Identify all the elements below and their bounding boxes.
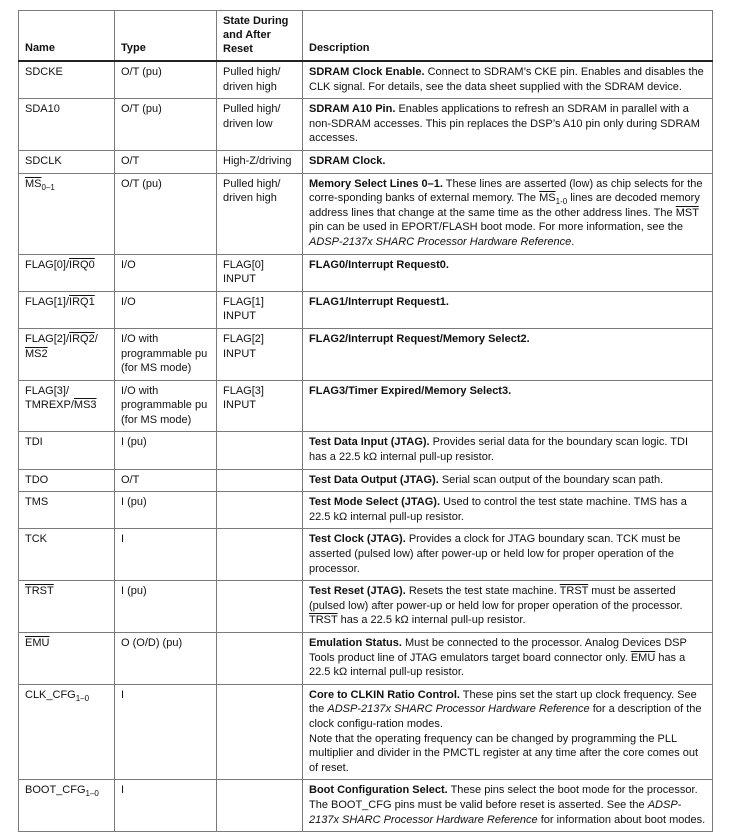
table-row: [19, 581, 713, 633]
pin-type: O (O/D) (pu): [115, 633, 217, 685]
pin-reset-state: [217, 492, 303, 529]
pin-type: I/O with programmable pu (for MS mode): [115, 328, 217, 380]
pin-description: SDRAM Clock.: [303, 150, 713, 173]
table-row: [19, 432, 713, 469]
pin-name: TDI: [19, 432, 115, 469]
pin-reset-state: Pulled high/ driven low: [217, 99, 303, 151]
header-name: Name: [19, 11, 115, 62]
pin-name: TRST: [19, 581, 115, 633]
pin-reset-state: Pulled high/ driven high: [217, 61, 303, 99]
pin-description: Test Clock (JTAG). Provides a clock for JTAG boundary scan. TCK must be asserted (pulsed low) after power-up or held low for proper operation of the processor.: [303, 529, 713, 581]
pin-reset-state: High-Z/driving: [217, 150, 303, 173]
header-description: Description: [303, 11, 713, 62]
pin-reset-state: [217, 469, 303, 492]
table-row: [19, 99, 713, 151]
pin-type: O/T (pu): [115, 173, 217, 254]
table-row: [19, 380, 713, 432]
table-row: [19, 469, 713, 492]
pin-name: $CLK\_CFG_{1-0}$: [19, 684, 115, 780]
pin-name: FLAG[0]/IRQ0: [19, 254, 115, 291]
pin-function-table: [18, 10, 713, 832]
pin-description: Test Mode Select (JTAG). Used to control the test state machine. TMS has a 22.5 kΩ internal pull-up resistor.: [303, 492, 713, 529]
pin-type: I: [115, 529, 217, 581]
pin-type: O/T (pu): [115, 99, 217, 151]
pin-reset-state: [217, 684, 303, 780]
pin-name: FLAG[2]/IRQ2/ MS2: [19, 328, 115, 380]
pin-name: SDCKE: [19, 61, 115, 99]
table-row: [19, 780, 713, 832]
table-row: [19, 150, 713, 173]
pin-reset-state: [217, 529, 303, 581]
table-row: [19, 529, 713, 581]
pin-type: I/O with programmable pu (for MS mode): [115, 380, 217, 432]
pin-type: I (pu): [115, 432, 217, 469]
pin-type: O/T: [115, 469, 217, 492]
pin-type: I (pu): [115, 492, 217, 529]
pin-name: $BOOT\_CFG_{1-0}$: [19, 780, 115, 832]
table-row: [19, 328, 713, 380]
pin-description: Core to CLKIN Ratio Control. These pins set the start up clock frequency. See the ADSP-2137x SHARC Processor Hardware Reference for a description of the clock configu-ration modes. Note that the operating frequency can be changed by programming the PLL multiplier and divider in the PMCTL register at any time after the core comes out of reset.: [303, 684, 713, 780]
table-row: [19, 173, 713, 254]
pin-reset-state: [217, 633, 303, 685]
pin-type: I: [115, 780, 217, 832]
pin-description: SDRAM A10 Pin. Enables applications to refresh an SDRAM in parallel with a non-SDRAM accesses. This pin replaces the DSP’s A10 pin only during SDRAM accesses.: [303, 99, 713, 151]
pin-reset-state: [217, 780, 303, 832]
pin-name: FLAG[3]/ TMREXP/MS3: [19, 380, 115, 432]
header-state: State During and After Reset: [217, 11, 303, 62]
pin-type: I (pu): [115, 581, 217, 633]
pin-reset-state: FLAG[2] INPUT: [217, 328, 303, 380]
pin-type: I: [115, 684, 217, 780]
pin-name: TCK: [19, 529, 115, 581]
pin-description: FLAG1/Interrupt Request1.: [303, 291, 713, 328]
pin-description: Test Data Output (JTAG). Serial scan output of the boundary scan path.: [303, 469, 713, 492]
pin-name: TMS: [19, 492, 115, 529]
pin-description: Test Data Input (JTAG). Provides serial data for the boundary scan logic. TDI has a 22.5 kΩ internal pull-up resistor.: [303, 432, 713, 469]
pin-reset-state: FLAG[1] INPUT: [217, 291, 303, 328]
header-type: Type: [115, 11, 217, 62]
pin-type: O/T (pu): [115, 61, 217, 99]
pin-description: FLAG0/Interrupt Request0.: [303, 254, 713, 291]
table-row: [19, 633, 713, 685]
pin-description: FLAG2/Interrupt Request/Memory Select2.: [303, 328, 713, 380]
pin-name: FLAG[1]/IRQ1: [19, 291, 115, 328]
description-note: Note that the operating frequency can be changed by programming the PLL multiplier and divider in the PMCTL register at any time after the core comes out of reset.: [309, 732, 699, 774]
pin-description: Memory Select Lines 0–1. These lines are asserted (low) as chip selects for the corre-sponding banks of external memory. The $\overline{MS}_{1-0}$ lines are decoded memory address lines that change at the same time as the other address lines. The $\overline{MST}$ pin can be used in EPORT/FLASH boot mode. For more information, see the ADSP-2137x SHARC Processor Hardware Reference.: [303, 173, 713, 254]
pin-name: $\overline{EMU}$: [19, 633, 115, 685]
pin-description: Emulation Status. Must be connected to the processor. Analog Devices DSP Tools product line of JTAG emulators target board connector only. $\overline{EMU}$ has a 22.5 kΩ internal pull-up resistor.: [303, 633, 713, 685]
pin-reset-state: [217, 581, 303, 633]
table-row: [19, 254, 713, 291]
pin-description: Boot Configuration Select. These pins select the boot mode for the processor. The BOOT_CFG pins must be valid before reset is asserted. See the ADSP-2137x SHARC Processor Hardware Reference for information about boot modes.: [303, 780, 713, 832]
table-row: [19, 684, 713, 780]
table-row: [19, 61, 713, 99]
pin-description: FLAG3/Timer Expired/Memory Select3.: [303, 380, 713, 432]
table-row: [19, 291, 713, 328]
table-row: [19, 492, 713, 529]
pin-reset-state: FLAG[0] INPUT: [217, 254, 303, 291]
pin-name: SDA10: [19, 99, 115, 151]
pin-description: Test Reset (JTAG). Resets the test state machine. TRST must be asserted (pulsed low) after power-up or held low for proper operation of the processor. TRST has a 22.5 kΩ internal pull-up resistor.: [303, 581, 713, 633]
pin-name: TDO: [19, 469, 115, 492]
pin-reset-state: FLAG[3] INPUT: [217, 380, 303, 432]
pin-name: $\overline{MS}_{0-1}$: [19, 173, 115, 254]
pin-description: SDRAM Clock Enable. Connect to SDRAM’s CKE pin. Enables and disables the CLK signal. For details, see the data sheet supplied with the SDRAM device.: [303, 61, 713, 99]
pin-type: O/T: [115, 150, 217, 173]
table-header-row: [19, 11, 713, 62]
pin-type: I/O: [115, 291, 217, 328]
pin-name: SDCLK: [19, 150, 115, 173]
pin-reset-state: [217, 432, 303, 469]
pin-reset-state: Pulled high/ driven high: [217, 173, 303, 254]
pin-type: I/O: [115, 254, 217, 291]
